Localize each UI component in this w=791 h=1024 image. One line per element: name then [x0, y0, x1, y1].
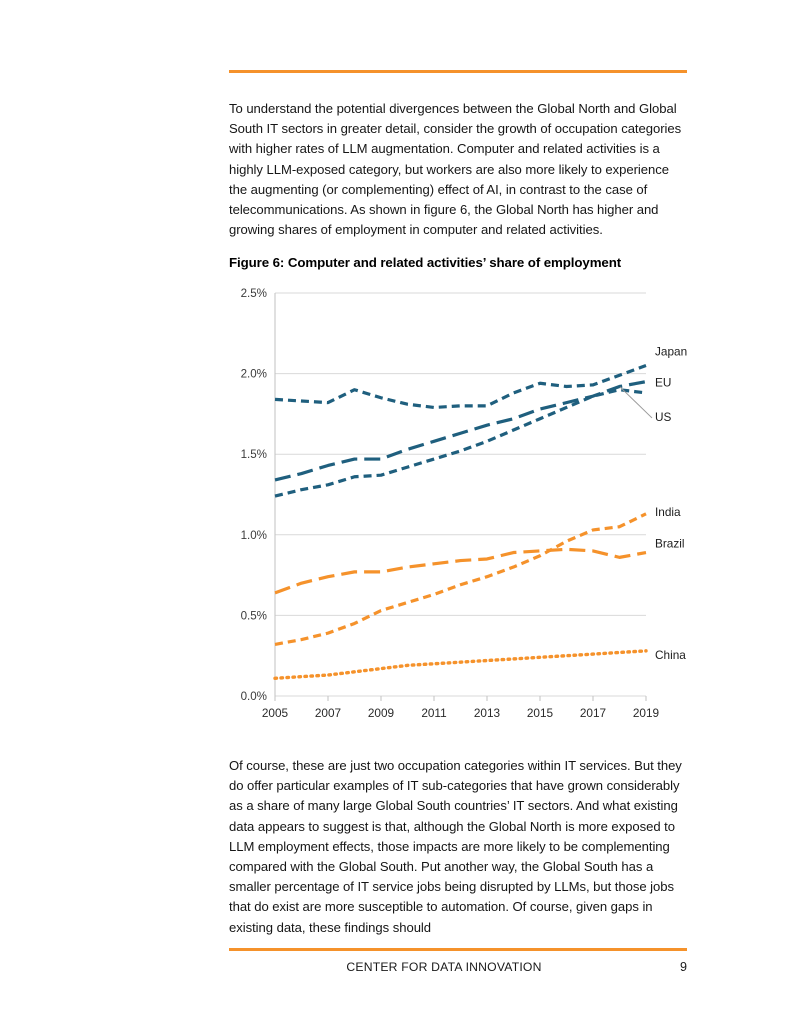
x-axis-tick-label: 2007 [314, 706, 342, 720]
intro-paragraph: To understand the potential divergences between the Global North and Global South IT sectors in greater detail, consider the growth of occupation categories with higher rates of LLM augmentation. Computer and related activities is a highly LLM-exposed category, but workers are also more likely to experience the augmenting (or complementing) effect of AI, in contrast to the case of telecommunications. As shown in figure 6, the Global North has higher and growing shares of employment in computer and related activities. [229, 101, 682, 238]
figure-title: Figure 6: Computer and related activities’ share of employment [229, 255, 622, 270]
series-line-china [275, 651, 646, 678]
y-axis-tick-label: 1.5% [240, 448, 267, 462]
x-axis-tick-label: 2019 [632, 706, 660, 720]
x-axis-tick-label: 2015 [526, 706, 554, 720]
series-label-brazil: Brazil [655, 536, 685, 551]
footer-rule [229, 948, 687, 951]
series-line-japan [275, 366, 646, 408]
series-line-us [275, 390, 646, 496]
after-paragraph-block [229, 756, 687, 938]
series-label-japan: Japan [655, 344, 688, 359]
series-label-china: China [655, 647, 686, 662]
series-label-us: US [655, 409, 672, 424]
y-axis-tick-label: 2.0% [240, 367, 267, 381]
x-axis-tick-label: 2005 [261, 706, 289, 720]
series-line-india [275, 514, 646, 645]
page-footer [229, 960, 687, 980]
after-paragraph: Of course, these are just two occupation categories within IT services. But they do offer particular examples of IT sub-categories that have grown considerably as a share of many large Global South countries’ IT sectors. And what existing data appears to suggest is that, although the Global North is more exposed to LLM employment effects, those impacts are more likely to be complementing compared with the Global South. Put another way, the Global South has a smaller percentage of IT service jobs being disrupted by LLMs, but those jobs that do exist are more susceptible to automation. Of course, given gaps in existing data, these findings should [229, 758, 682, 935]
intro-paragraph-block [229, 99, 687, 240]
y-axis-tick-label: 0.5% [240, 609, 267, 623]
series-line-brazil [275, 549, 646, 593]
x-axis-tick-label: 2013 [473, 706, 501, 720]
series-label-india: India [655, 504, 681, 519]
chart-svg [229, 283, 689, 738]
y-axis-tick-label: 1.0% [240, 528, 267, 542]
header-rule [229, 70, 687, 73]
y-axis-tick-label: 0.0% [240, 690, 267, 703]
footer-organization: CENTER FOR DATA INNOVATION [346, 960, 542, 974]
x-axis-tick-label: 2017 [579, 706, 607, 720]
y-axis-tick-label: 2.5% [240, 287, 267, 300]
footer-page-number: 9 [679, 960, 687, 974]
x-axis-tick-label: 2011 [421, 706, 447, 720]
figure-6-chart [229, 283, 689, 738]
series-label-eu: EU [655, 375, 672, 390]
x-axis-tick-label: 2009 [367, 706, 395, 720]
